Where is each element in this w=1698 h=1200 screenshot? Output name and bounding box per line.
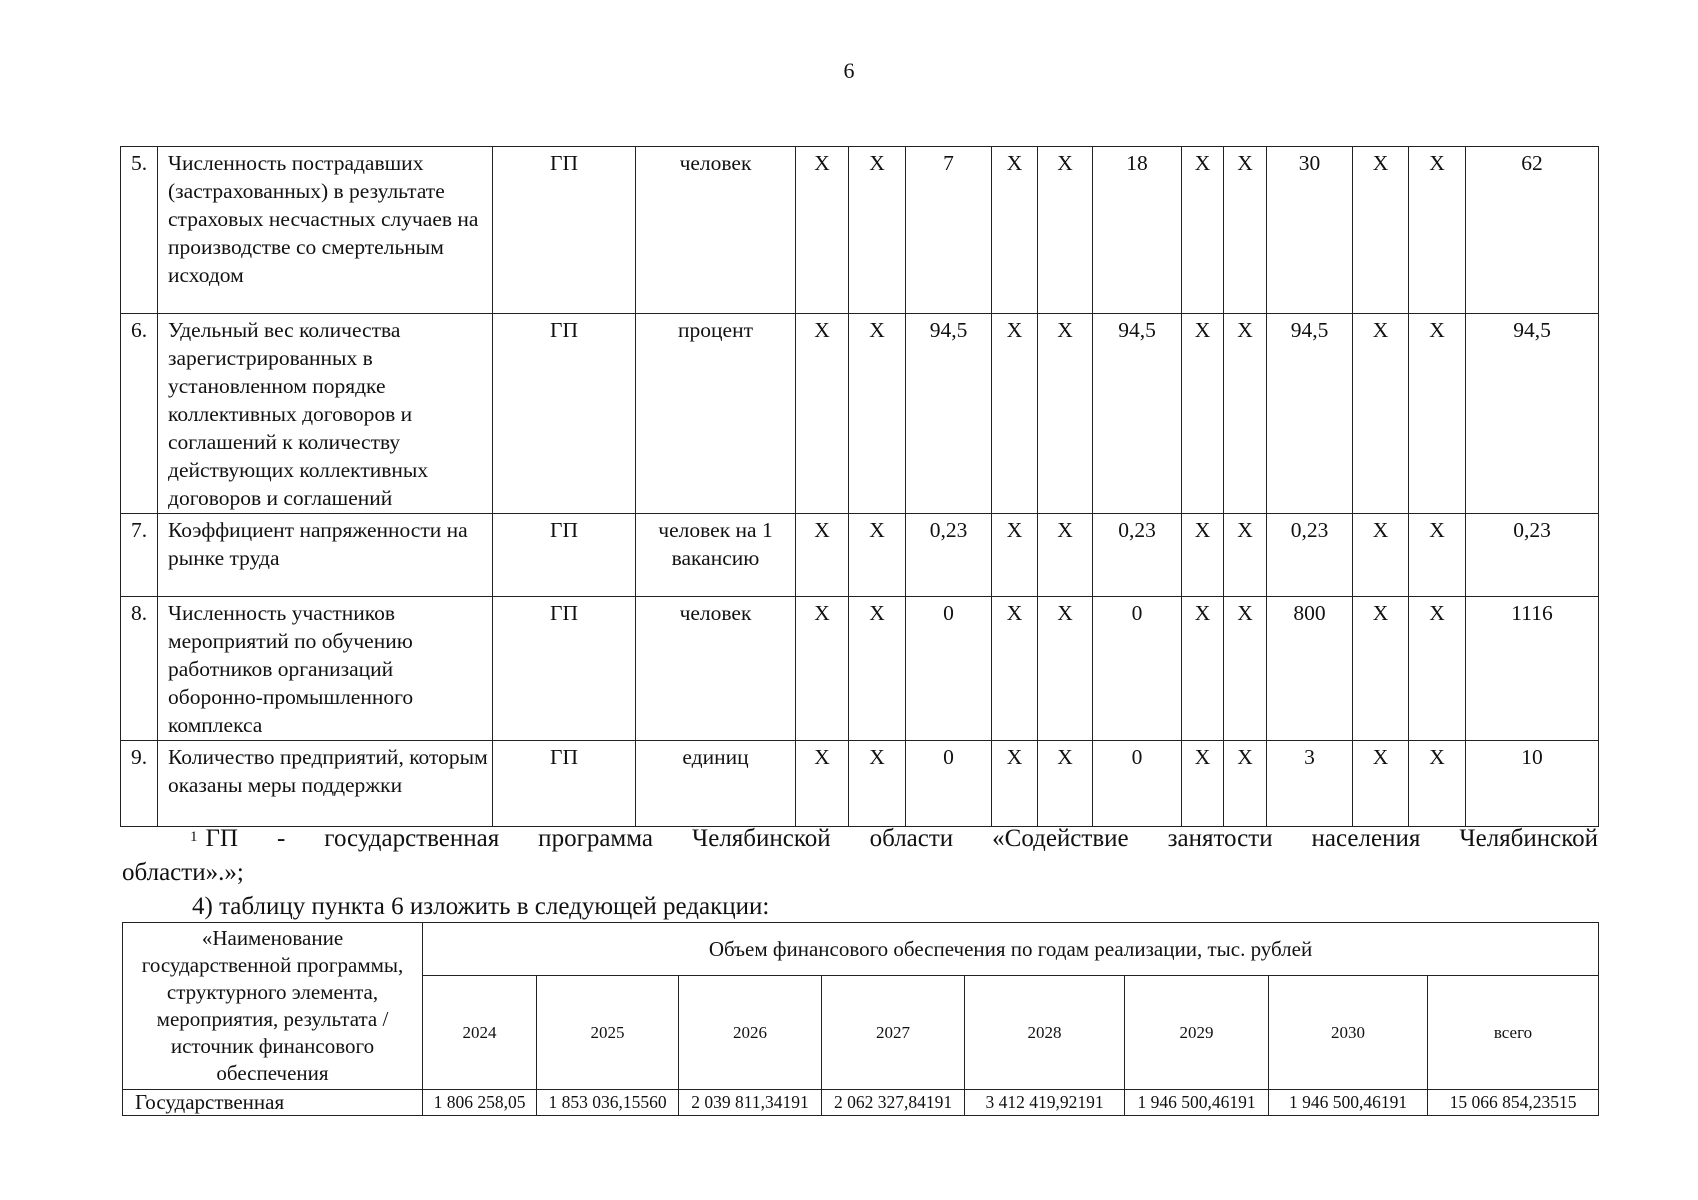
indicator-level: ГП: [493, 514, 636, 597]
indicator-value: 94,5: [1267, 314, 1353, 514]
indicator-value: 0: [1093, 597, 1182, 741]
indicator-value: X: [992, 597, 1038, 741]
indicator-row: [121, 514, 1599, 597]
indicator-value: X: [1353, 514, 1409, 597]
indicator-name: Численность пострадавших (застрахованных) в результате страховых несчастных случаев на производстве со смертельным исходом: [158, 147, 493, 314]
indicator-number: 9.: [121, 741, 158, 827]
footnote: [122, 822, 1598, 856]
indicator-unit: человек на 1 вакансию: [636, 514, 796, 597]
indicator-value: 10: [1466, 741, 1599, 827]
financing-name-header: «Наименование государственной программы, структурного элемента, мероприятия, результата / источник финансового обеспечения: [123, 923, 423, 1090]
indicator-name: Коэффициент напряженности на рынке труда: [158, 514, 493, 597]
indicator-name: Удельный вес количества зарегистрированных в установленном порядке коллективных договоров и соглашений к количеству действующих коллективных договоров и соглашений: [158, 314, 493, 514]
indicator-row: [121, 741, 1599, 827]
financing-year-header: 2024: [423, 976, 537, 1090]
indicator-value: 94,5: [1466, 314, 1599, 514]
indicator-value: 3: [1267, 741, 1353, 827]
indicator-level: ГП: [493, 314, 636, 514]
indicator-value: X: [1409, 314, 1466, 514]
indicator-value: X: [1409, 741, 1466, 827]
financing-year-header: 2027: [822, 976, 965, 1090]
indicator-value: X: [1409, 514, 1466, 597]
indicator-value: 94,5: [906, 314, 992, 514]
indicator-value: X: [1038, 741, 1093, 827]
indicator-row: [121, 147, 1599, 314]
indicator-value: X: [1409, 147, 1466, 314]
indicator-value: 0: [906, 741, 992, 827]
indicator-number: 8.: [121, 597, 158, 741]
page-number: 6: [843, 58, 855, 83]
indicator-name: Численность участников мероприятий по обучению работников организаций оборонно-промышленного комплекса: [158, 597, 493, 741]
indicator-value: 0: [906, 597, 992, 741]
indicator-value: 18: [1093, 147, 1182, 314]
footnote-marker: 1: [190, 829, 198, 845]
financing-year-header: всего: [1428, 976, 1599, 1090]
financing-table: [122, 922, 1599, 1116]
financing-year-header: 2029: [1125, 976, 1269, 1090]
financing-year-header: 2025: [537, 976, 679, 1090]
financing-amount: 2 039 811,34191: [679, 1090, 822, 1116]
indicator-value: X: [1224, 597, 1267, 741]
indicator-value: X: [1353, 147, 1409, 314]
financing-amount: 2 062 327,84191: [822, 1090, 965, 1116]
indicator-value: X: [1409, 597, 1466, 741]
indicator-value: X: [1182, 314, 1224, 514]
indicator-value: X: [1353, 597, 1409, 741]
indicator-value: X: [992, 314, 1038, 514]
indicator-value: X: [1038, 597, 1093, 741]
financing-volume-header: Объем финансового обеспечения по годам реализации, тыс. рублей: [423, 923, 1599, 976]
indicator-unit: единиц: [636, 741, 796, 827]
amendment-instruction: 4) таблицу пункта 6 изложить в следующей редакции:: [192, 893, 770, 920]
indicators-table: [120, 146, 1599, 827]
indicator-value: X: [992, 741, 1038, 827]
indicator-value: X: [849, 514, 906, 597]
indicator-level: ГП: [493, 741, 636, 827]
financing-amount: 1 853 036,15560: [537, 1090, 679, 1116]
indicator-name: Количество предприятий, которым оказаны меры поддержки: [158, 741, 493, 827]
indicator-value: X: [1182, 147, 1224, 314]
indicator-value: X: [992, 147, 1038, 314]
indicator-number: 5.: [121, 147, 158, 314]
indicator-number: 6.: [121, 314, 158, 514]
financing-amount: 1 946 500,46191: [1269, 1090, 1428, 1116]
indicator-value: 62: [1466, 147, 1599, 314]
indicator-value: X: [1224, 514, 1267, 597]
indicator-value: X: [849, 147, 906, 314]
indicator-level: ГП: [493, 597, 636, 741]
financing-year-header: 2026: [679, 976, 822, 1090]
financing-amount: 1 946 500,46191: [1125, 1090, 1269, 1116]
indicator-value: 800: [1267, 597, 1353, 741]
indicator-value: X: [796, 741, 849, 827]
indicator-unit: человек: [636, 597, 796, 741]
indicator-value: X: [992, 514, 1038, 597]
indicator-value: X: [849, 741, 906, 827]
financing-amount: 3 412 419,92191: [965, 1090, 1125, 1116]
indicator-value: X: [849, 597, 906, 741]
indicator-value: 0,23: [1466, 514, 1599, 597]
indicator-value: X: [1224, 314, 1267, 514]
indicator-value: X: [1353, 741, 1409, 827]
indicator-level: ГП: [493, 147, 636, 314]
indicator-number: 7.: [121, 514, 158, 597]
indicator-value: X: [796, 514, 849, 597]
indicator-row: [121, 597, 1599, 741]
indicator-value: X: [1038, 147, 1093, 314]
indicator-value: 30: [1267, 147, 1353, 314]
indicator-value: 7: [906, 147, 992, 314]
indicator-value: X: [796, 147, 849, 314]
indicator-value: X: [1182, 514, 1224, 597]
indicator-value: X: [796, 597, 849, 741]
indicator-row: [121, 314, 1599, 514]
indicator-value: X: [1182, 741, 1224, 827]
financing-year-header: 2030: [1269, 976, 1428, 1090]
financing-amount: 1 806 258,05: [423, 1090, 537, 1116]
financing-amount: 15 066 854,23515: [1428, 1090, 1599, 1116]
indicator-unit: человек: [636, 147, 796, 314]
indicator-unit: процент: [636, 314, 796, 514]
indicator-value: X: [849, 314, 906, 514]
indicator-value: X: [1182, 597, 1224, 741]
indicator-value: X: [1038, 514, 1093, 597]
indicator-value: 0,23: [1093, 514, 1182, 597]
indicator-value: X: [1353, 314, 1409, 514]
indicator-value: X: [1224, 741, 1267, 827]
financing-year-header: 2028: [965, 976, 1125, 1090]
indicator-value: 0,23: [1267, 514, 1353, 597]
financing-row-name: Государственная: [123, 1090, 423, 1116]
footnote-text: ГП - государственная программа Челябинской области «Содействие занятости населения Челябинской: [205, 825, 1598, 852]
indicator-value: X: [1224, 147, 1267, 314]
indicator-value: 0,23: [906, 514, 992, 597]
footnote-continuation: области».»;: [122, 859, 244, 886]
indicator-value: 1116: [1466, 597, 1599, 741]
indicator-value: 0: [1093, 741, 1182, 827]
indicator-value: X: [796, 314, 849, 514]
indicator-value: X: [1038, 314, 1093, 514]
indicator-value: 94,5: [1093, 314, 1182, 514]
